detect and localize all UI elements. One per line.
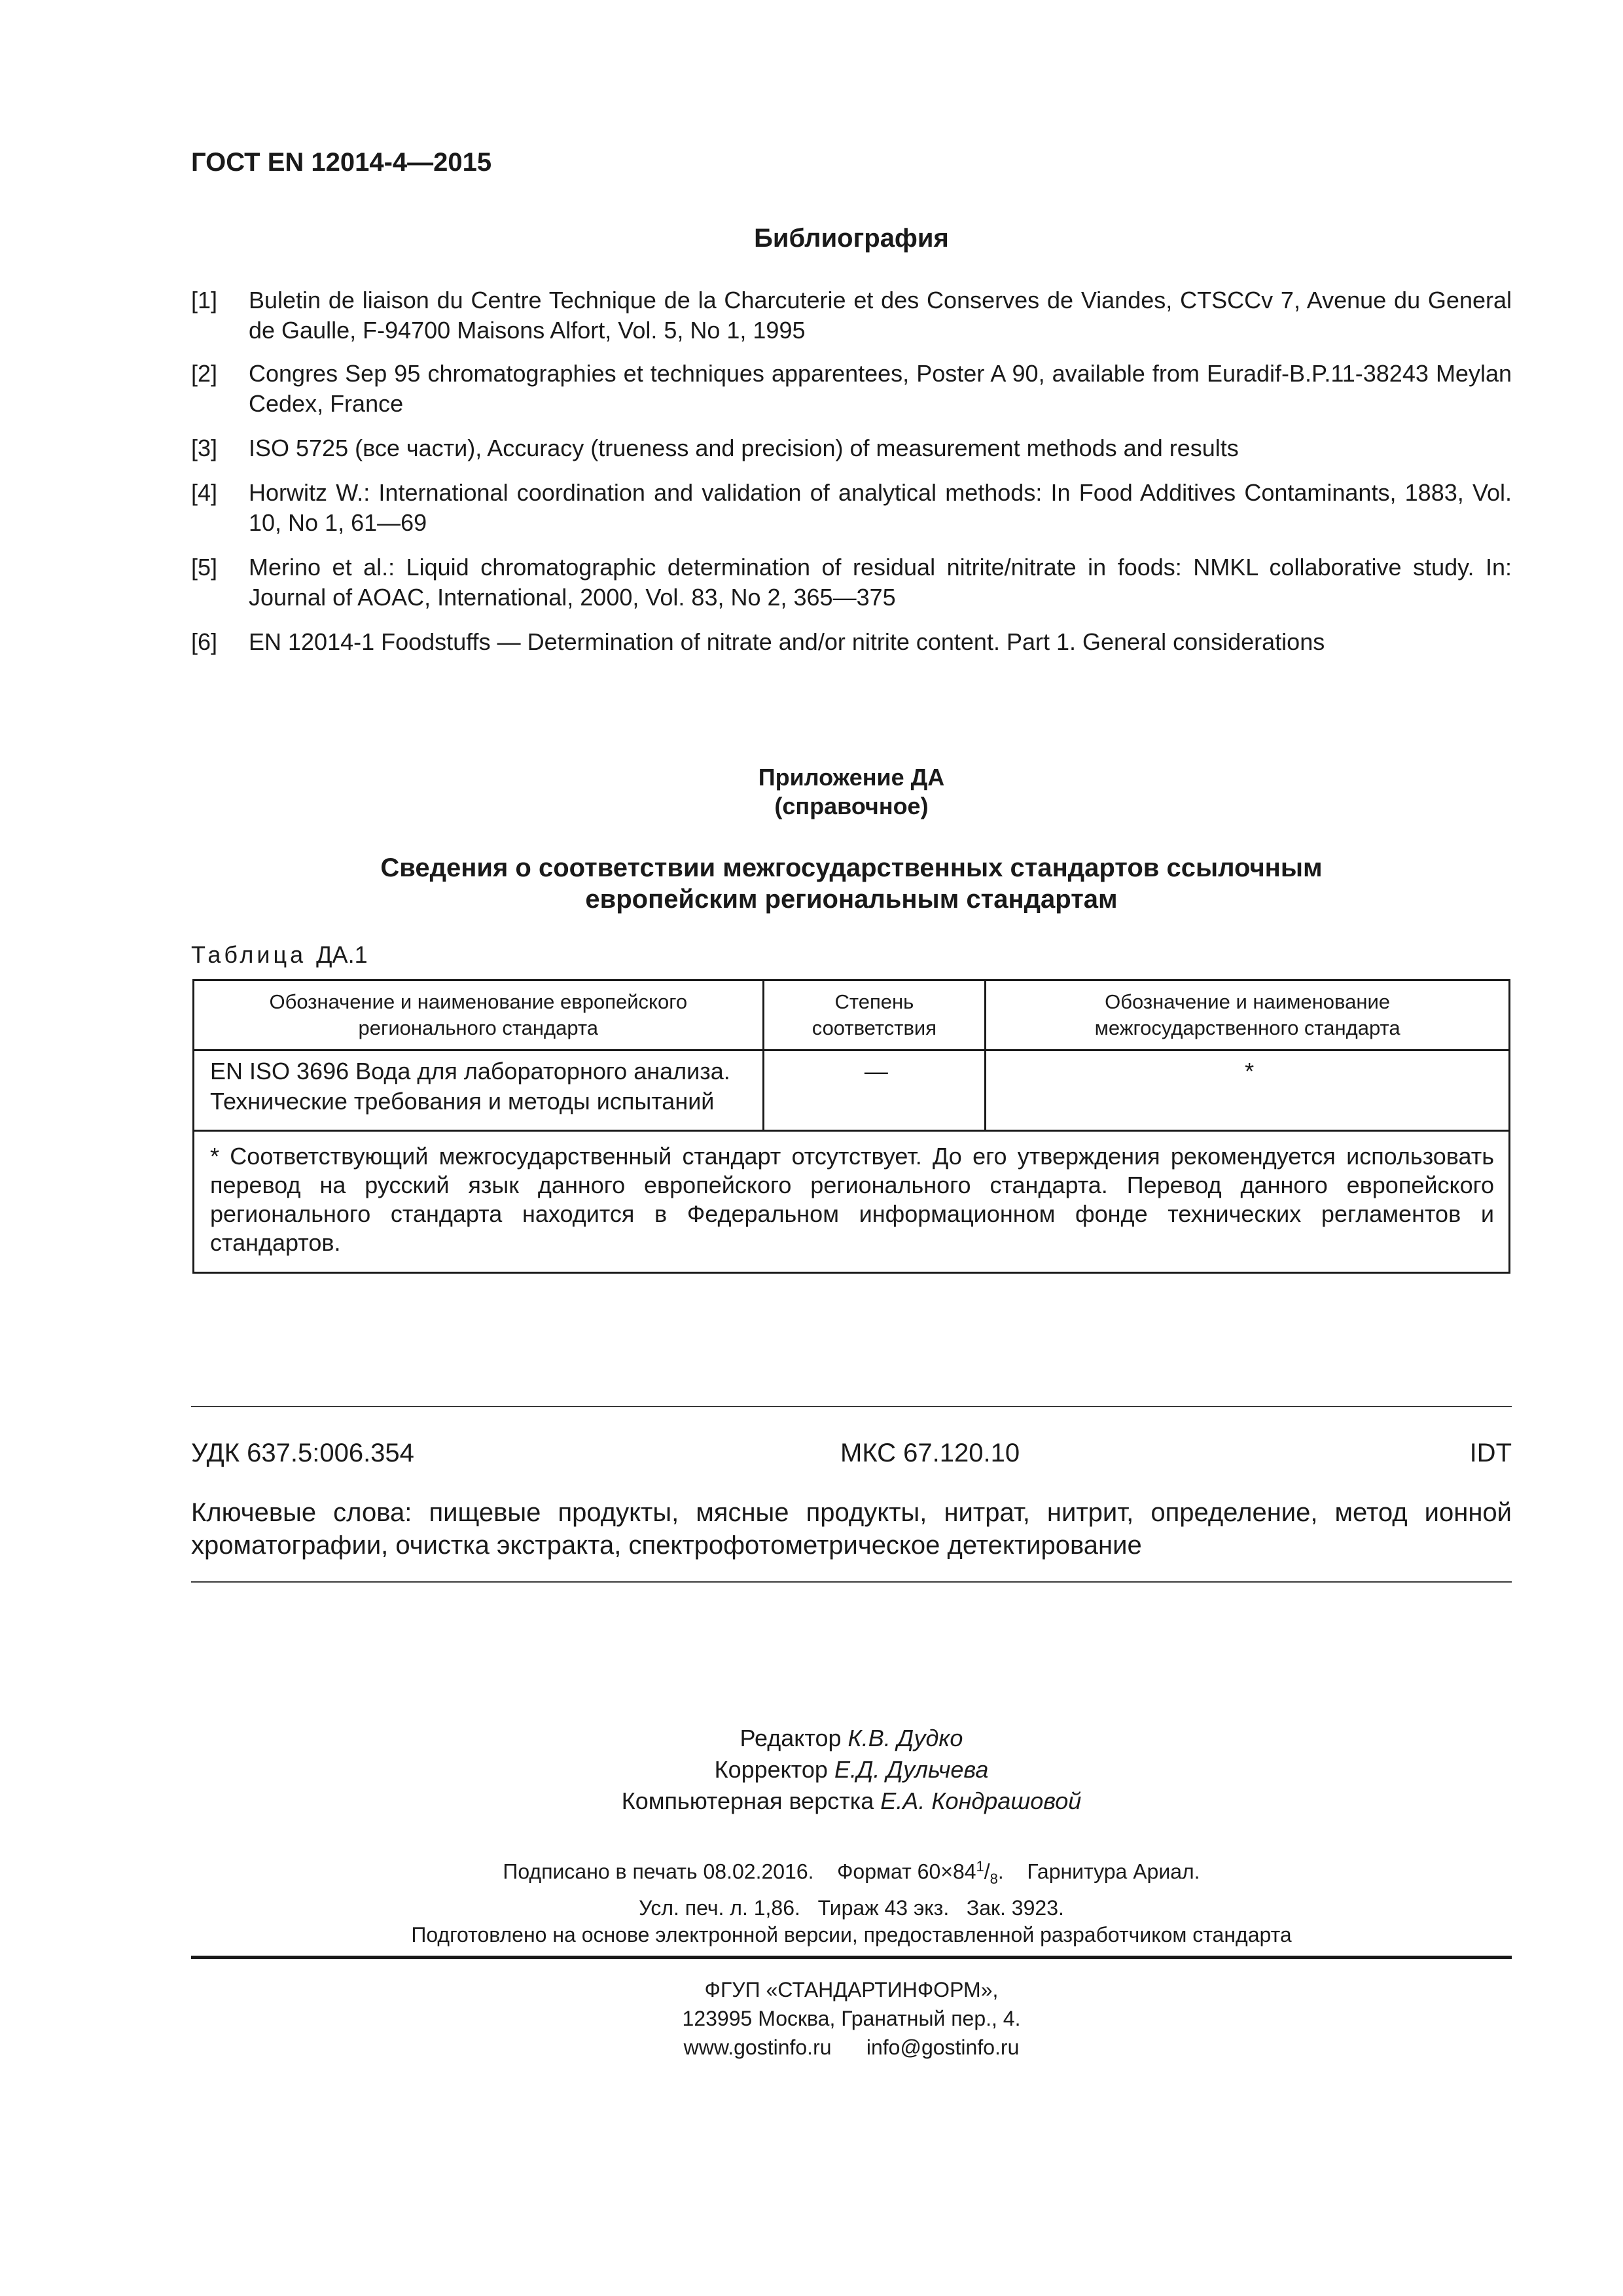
publisher-website[interactable]: www.gostinfo.ru bbox=[683, 2036, 832, 2059]
format-label: Формат 60×84 bbox=[837, 1859, 976, 1884]
bibliography-item bbox=[191, 478, 1512, 538]
annex-heading bbox=[191, 763, 1512, 821]
publisher-name: ФГУП «СТАНДАРТИНФОРМ», bbox=[704, 1978, 999, 2001]
editor-name: К.В. Дудко bbox=[847, 1725, 963, 1751]
bibliography-item bbox=[191, 285, 1512, 346]
format-sub: 8 bbox=[990, 1871, 998, 1888]
bibliography-item bbox=[191, 359, 1512, 419]
layout-label: Компьютерная верстка bbox=[621, 1787, 874, 1814]
mks-code: МКС 67.120.10 bbox=[840, 1439, 1020, 1467]
print-line: Подписано в печать 08.02.2016. Формат $60\times 84^1/_8$. Гарнитура Ариал. bbox=[503, 1858, 1200, 1888]
layout-name: Е.А. Кондрашовой bbox=[880, 1787, 1082, 1814]
header-line: межгосударственного стандарта bbox=[1094, 1016, 1400, 1039]
publisher-info bbox=[191, 1975, 1512, 2062]
publisher-email[interactable]: info@gostinfo.ru bbox=[866, 2036, 1020, 2059]
correspondence-table bbox=[192, 979, 1510, 1274]
bibliography-item-text: Merino et al.: Liquid chromatographic determination of residual nitrite/nitrate in foods: NMKL collaborative study. In: Journal of AOAC, International, 2000, Vol. 83, No 2, 365—375 bbox=[249, 554, 1512, 611]
font-info: Гарнитура Ариал. bbox=[1027, 1859, 1200, 1884]
bibliography-item-text: EN 12014-1 Foodstuffs — Determination of nitrate and/or nitrite content. Part 1. General considerations bbox=[249, 628, 1325, 655]
table-note-row bbox=[194, 1131, 1510, 1273]
bibliography-item-number: [6] bbox=[191, 628, 218, 655]
table-caption bbox=[191, 941, 368, 969]
credits bbox=[191, 1723, 1512, 1817]
header-line: соответствия bbox=[812, 1016, 937, 1039]
editor-label: Редактор bbox=[740, 1725, 842, 1751]
publisher-address: 123995 Москва, Гранатный пер., 4. bbox=[682, 2007, 1021, 2030]
table-caption-number: ДА.1 bbox=[316, 941, 368, 968]
bibliography-item-number: [3] bbox=[191, 435, 218, 461]
table-note: * Соответствующий межгосударственный стандарт отсутствует. До его утверждения рекомендуется использовать перевод на русский язык данного европейского регионального стандарта. Перевод данного европейского регионального стандарта находится в Федеральном информационном фонде технических регламентов и стандартов. bbox=[194, 1131, 1510, 1273]
bibliography-item-text: Congres Sep 95 chromatographies et techniques apparentees, Poster A 90, available from Euradif-B.P.11-38243 Meylan Cedex, France bbox=[249, 360, 1512, 417]
bibliography-item-number: [4] bbox=[191, 479, 218, 506]
idt-label: IDT bbox=[1469, 1439, 1512, 1467]
annex-label: Приложение ДА bbox=[758, 764, 945, 791]
bibliography-item-number: [5] bbox=[191, 554, 218, 581]
table-header-cell bbox=[763, 980, 986, 1050]
degree-cell: — bbox=[763, 1050, 986, 1131]
udk-code: УДК 637.5:006.354 bbox=[191, 1439, 414, 1467]
publisher-contacts bbox=[191, 2033, 1512, 2062]
header-line: Степень bbox=[834, 990, 914, 1013]
editor-line bbox=[191, 1723, 1512, 1754]
annex-title bbox=[191, 852, 1512, 915]
bibliography-item-text: Buletin de liaison du Centre Technique de la Charcuterie et des Conserves de Viandes, CTSCCv 7, Avenue du General de Gaulle, F-94700 Maisons Alfort, Vol. 5, No 1, 1995 bbox=[249, 287, 1512, 344]
annex-title-line: европейским региональным стандартам bbox=[585, 885, 1118, 914]
bibliography-item-text: ISO 5725 (все части), Accuracy (trueness and precision) of measurement methods and results bbox=[249, 435, 1239, 461]
table-header-cell bbox=[194, 980, 764, 1050]
keywords: Ключевые слова: пищевые продукты, мясные продукты, нитрат, нитрит, определение, метод ионной хроматографии, очистка экстракта, спектрофотометрическое детектирование bbox=[191, 1498, 1512, 1560]
header-line: Обозначение и наименование европейского bbox=[269, 990, 688, 1013]
document-id: ГОСТ EN 12014-4—2015 bbox=[191, 148, 492, 177]
european-standard-cell bbox=[194, 1050, 764, 1131]
signed-date: Подписано в печать 08.02.2016. bbox=[503, 1859, 814, 1884]
format-sup: 1 bbox=[976, 1858, 984, 1874]
corrector-name: Е.Д. Дульчева bbox=[834, 1756, 989, 1783]
print-line: Усл. печ. л. 1,86. Тираж 43 экз. Зак. 3923. bbox=[639, 1896, 1064, 1920]
corrector-label: Корректор bbox=[714, 1756, 828, 1783]
divider bbox=[191, 1956, 1512, 1959]
bibliography-item-number: [1] bbox=[191, 287, 218, 314]
print-info bbox=[191, 1852, 1512, 1922]
corrector-line bbox=[191, 1754, 1512, 1785]
bibliography-item-text: Horwitz W.: International coordination and validation of analytical methods: In Food Additives Contaminants, 1883, Vol. 10, No 1, 61—69 bbox=[249, 479, 1512, 536]
table-row bbox=[194, 1050, 1510, 1131]
divider bbox=[191, 1406, 1512, 1407]
bibliography-item bbox=[191, 552, 1512, 613]
cell-line: Технические требования и методы испытаний bbox=[210, 1088, 715, 1115]
bibliography-item bbox=[191, 433, 1512, 463]
annex-title-line: Сведения о соответствии межгосударственных стандартов ссылочным bbox=[380, 853, 1323, 882]
table-header-row bbox=[194, 980, 1510, 1050]
divider bbox=[191, 1581, 1512, 1583]
bibliography-item bbox=[191, 627, 1512, 657]
header-line: регионального стандарта bbox=[358, 1016, 599, 1039]
classification-row bbox=[191, 1439, 1512, 1471]
bibliography-title: Библиография bbox=[754, 224, 949, 253]
bibliography-item-number: [2] bbox=[191, 360, 218, 387]
cell-line: EN ISO 3696 Вода для лабораторного анализа. bbox=[210, 1058, 730, 1085]
interstate-standard-cell: * bbox=[986, 1050, 1510, 1131]
table-header-cell bbox=[986, 980, 1510, 1050]
layout-line bbox=[191, 1785, 1512, 1817]
header-line: Обозначение и наименование bbox=[1105, 990, 1391, 1013]
annex-status: (справочное) bbox=[774, 793, 929, 819]
prepared-note: Подготовлено на основе электронной версии, предоставленной разработчиком стандарта bbox=[411, 1923, 1292, 1946]
table-caption-label: Таблица bbox=[191, 941, 307, 968]
